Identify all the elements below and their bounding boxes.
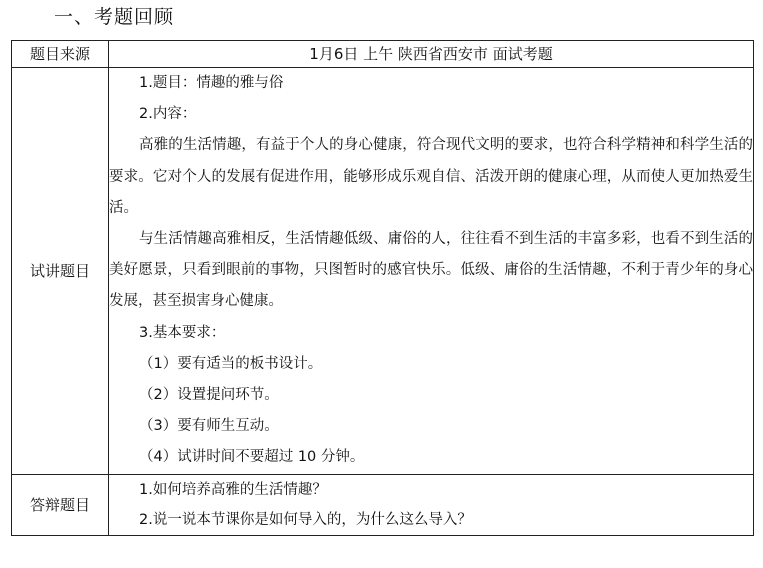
requirement-item-4: （4）试讲时间不要超过 10 分钟。: [139, 449, 365, 466]
table-row-defense: [12, 474, 754, 535]
lecture-content: [109, 68, 754, 475]
requirement-item-2: （2）设置提问环节。: [139, 387, 279, 404]
lecture-label: 试讲题目: [12, 68, 109, 475]
requirements-heading: 3.基本要求：: [139, 324, 226, 341]
table-row-source: [12, 41, 754, 68]
content-paragraph-1: 高雅的生活情趣，有益于个人的身心健康，符合现代文明的要求，也符合科学精神和科学生活的要求。它对个人的发展有促进作用，能够形成乐观自信、活泼开朗的健康心理，从而使人更加热爱生活。: [109, 137, 753, 216]
content-heading: 2.内容：: [139, 106, 197, 123]
source-label: 题目来源: [12, 41, 109, 68]
defense-question-1: 1.如何培养高雅的生活情趣？: [139, 481, 327, 498]
requirement-item-1: （1）要有适当的板书设计。: [139, 355, 323, 372]
table-row-lecture: [12, 68, 754, 475]
defense-label: 答辩题目: [12, 474, 109, 535]
defense-question-2: 2.说一说本节课你是如何导入的，为什么这么导入？: [139, 511, 472, 528]
defense-content: [109, 474, 754, 535]
exam-review-table: [11, 40, 754, 536]
requirement-item-3: （3）要有师生互动。: [139, 418, 279, 435]
content-paragraph-2: 与生活情趣高雅相反，生活情趣低级、庸俗的人，往往看不到生活的丰富多彩，也看不到生活的美好愿景，只看到眼前的事物，只图暂时的感官快乐。低级、庸俗的生活情趣，不利于青少年的身心发展，甚至损害身心健康。: [109, 231, 753, 310]
source-value: 1月6日 上午 陕西省西安市 面试考题: [109, 41, 754, 68]
section-title: 一、考题回顾: [54, 6, 175, 28]
lecture-topic: 1.题目：情趣的雅与俗: [139, 75, 284, 91]
